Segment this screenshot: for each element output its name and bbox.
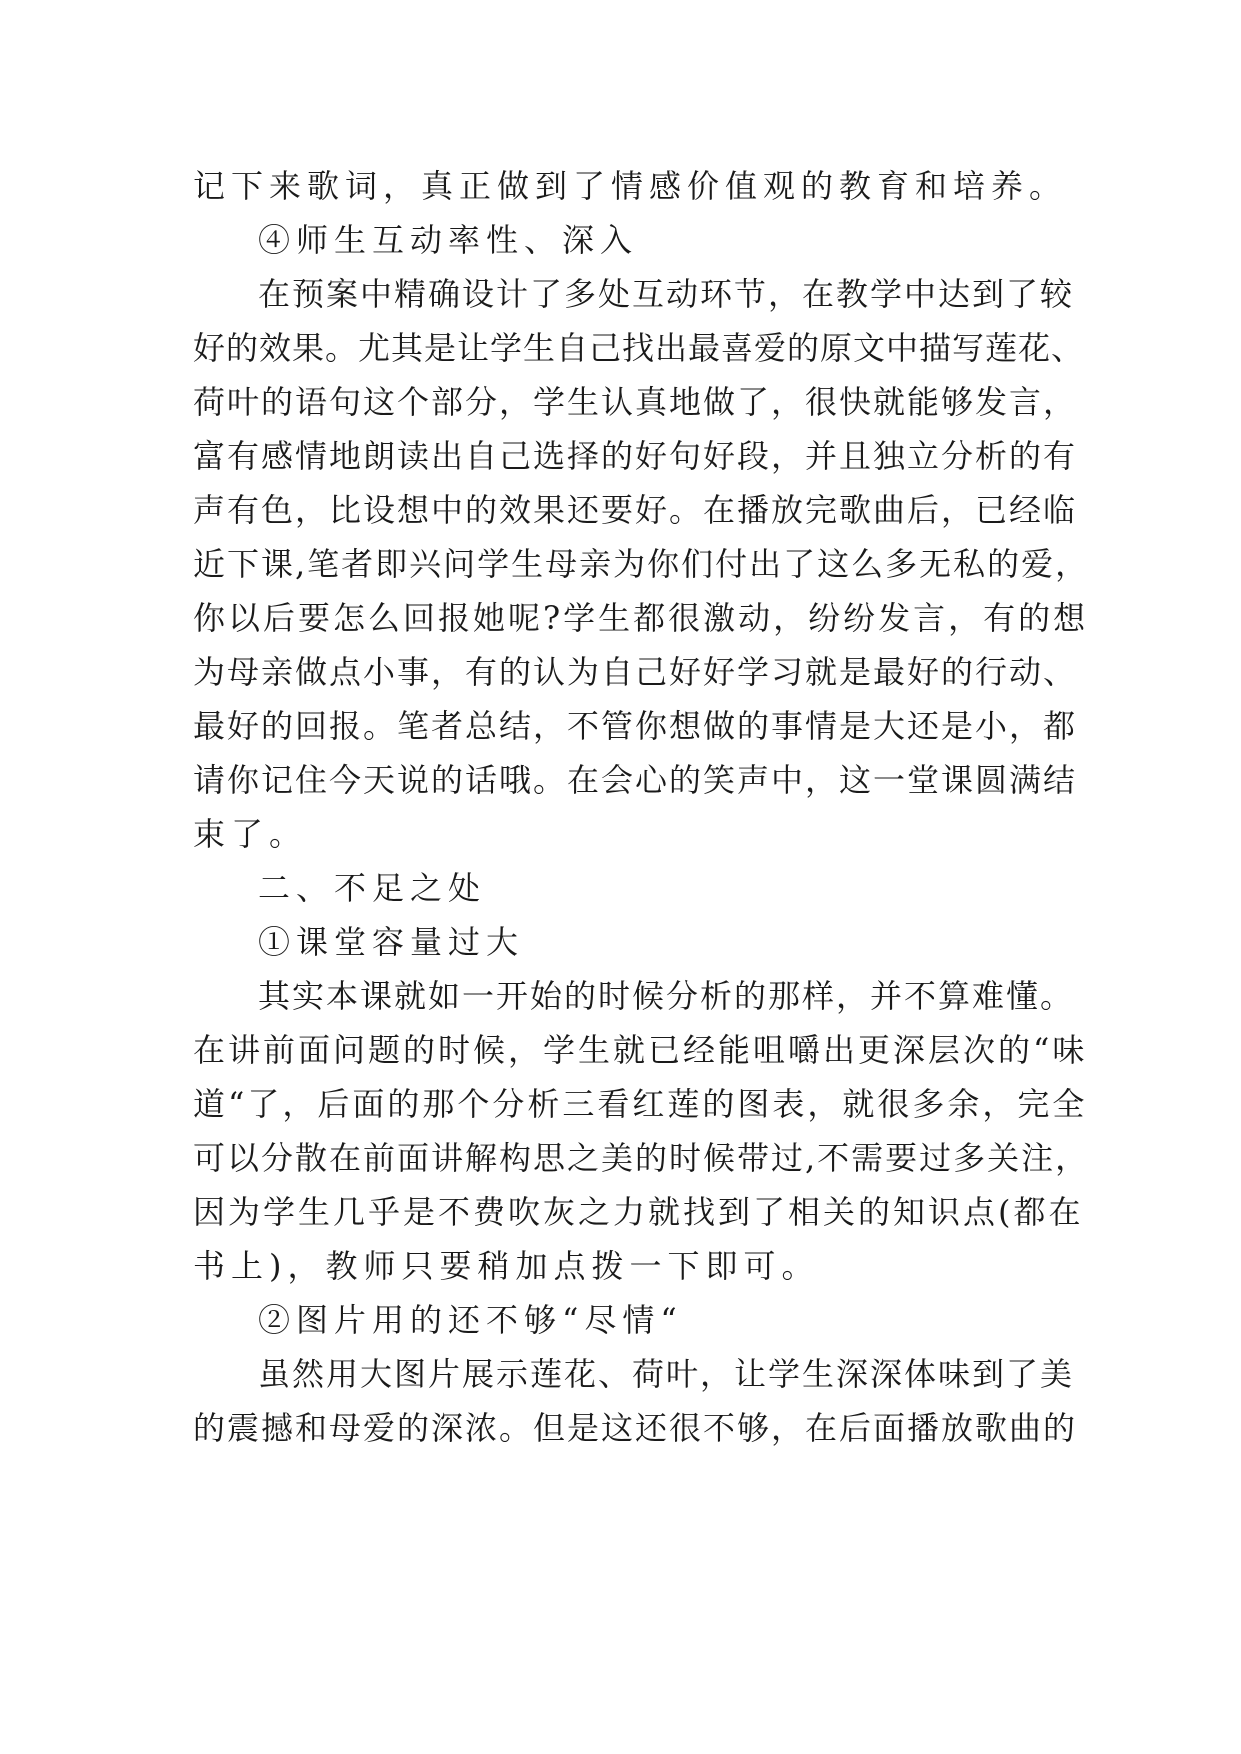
text-line: 富有感情地朗读出自己选择的好句好段，并且独立分析的有 — [193, 437, 1078, 475]
text-line: 为母亲做点小事，有的认为自己好好学习就是最好的行动、 — [193, 653, 1078, 691]
text-line: 记下来歌词，真正做到了情感价值观的教育和培养。 — [193, 167, 1068, 205]
text-line: 道“了，后面的那个分析三看红莲的图表，就很多余，完全 — [193, 1085, 1088, 1123]
text-line: 声有色，比设想中的效果还要好。在播放完歌曲后，已经临 — [193, 491, 1078, 529]
paragraph-first-line: 在预案中精确设计了多处互动环节，在教学中达到了较 — [258, 275, 1075, 313]
text-line: 可以分散在前面讲解构思之美的时候带过,不需要过多关注， — [193, 1139, 1090, 1177]
text-line: 最好的回报。笔者总结，不管你想做的事情是大还是小，都 — [193, 707, 1078, 745]
text-line: 束了。 — [193, 815, 308, 853]
text-line: 你以后要怎么回报她呢?学生都很激动，纷纷发言，有的想 — [193, 599, 1089, 637]
text-line: 近下课,笔者即兴问学生母亲为你们付出了这么多无私的爱， — [193, 545, 1090, 583]
text-line: 书上)，教师只要稍加点拨一下即可。 — [193, 1247, 820, 1285]
text-line: 请你记住今天说的话哦。在会心的笑声中，这一堂课圆满结 — [193, 761, 1078, 799]
subheading-images: ②图片用的还不够“尽情“ — [258, 1301, 683, 1339]
text-line: 因为学生几乎是不费吹灰之力就找到了相关的知识点(都在 — [193, 1193, 1084, 1231]
text-line: 荷叶的语句这个部分，学生认真地做了，很快就能够发言， — [193, 383, 1078, 421]
paragraph-first-line: 其实本课就如一开始的时候分析的那样，并不算难懂。 — [258, 977, 1075, 1015]
text-line: 在讲前面问题的时候，学生就已经能咀嚼出更深层次的“味 — [193, 1031, 1088, 1069]
text-line: 好的效果。尤其是让学生自己找出最喜爱的原文中描写莲花、 — [193, 329, 1085, 367]
text-line: 的震撼和母爱的深浓。但是这还很不够，在后面播放歌曲的 — [193, 1409, 1078, 1447]
subheading-interaction: ④师生互动率性、深入 — [258, 221, 639, 259]
subheading-capacity: ①课堂容量过大 — [258, 923, 525, 961]
paragraph-first-line: 虽然用大图片展示莲花、荷叶，让学生深深体味到了美 — [258, 1355, 1075, 1393]
section-heading-shortcomings: 二、不足之处 — [258, 869, 487, 907]
